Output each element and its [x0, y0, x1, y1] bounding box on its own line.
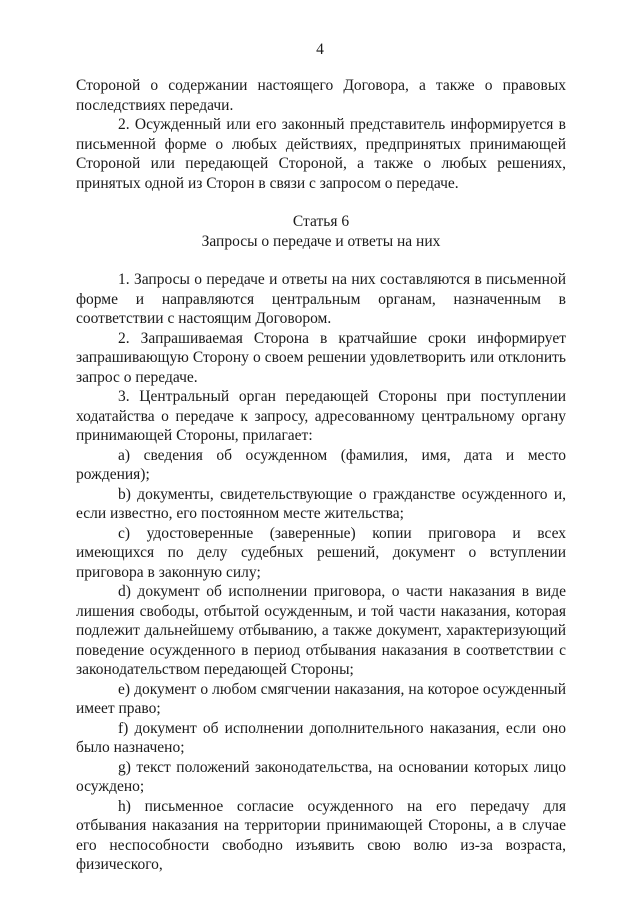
list-item-b: b) документы, свидетельствующие о гражданстве осужденного и, если известно, его постоянном месте жительства; — [76, 485, 566, 522]
list-item-f: f) документ об исполнении дополнительного наказания, если оно было назначено; — [76, 719, 566, 756]
article-number: Статья 6 — [292, 213, 350, 230]
page-number: 4 — [316, 41, 324, 58]
article-body — [76, 270, 566, 875]
article-heading — [76, 212, 566, 251]
article-paragraph-3: 3. Центральный орган передающей Стороны при поступлении ходатайства о передаче к запросу, адресованному центральному органу принимающей Стороны, прилагает: — [76, 388, 566, 444]
list-item-d: d) документ об исполнении приговора, о части наказания в виде лишения свободы, отбытой осужденным, и той части наказания, которая подлежит дальнейшему отбыванию, а также документ, характеризующий поведение осужденного в период отбывания наказания в соответствии с законодательством передающей Стороны; — [76, 583, 566, 678]
paragraph-item-2: 2. Осужденный или его законный представитель информируется в письменной форме о любых действиях, предпринятых принимающей Стороной или передающей Стороной, а также о любых решениях, принятых одной из Сторон в связи с запросом о передаче. — [76, 116, 566, 192]
list-item-c: с) удостоверенные (заверенные) копии приговора и всех имеющихся по делу судебных решений, документ о вступлении приговора в законную силу; — [76, 524, 566, 581]
article-title: Запросы о передаче и ответы на них — [201, 232, 441, 250]
paragraph-continuation: Стороной о содержании настоящего Договора, а также о правовых последствиях передачи. — [76, 77, 566, 114]
article-paragraph-1: 1. Запросы о передаче и ответы на них составляются в письменной форме и направляются центральным органам, назначенным в соответствии с настоящим Договором. — [76, 271, 566, 327]
list-item-g: g) текст положений законодательства, на основании которых лицо осуждено; — [76, 758, 566, 795]
list-item-e: е) документ о любом смягчении наказания, на которое осужденный имеет право; — [76, 680, 566, 717]
article-paragraph-2: 2. Запрашиваемая Сторона в кратчайшие сроки информирует запрашивающую Сторону о своем решении удовлетворить или отклонить запрос о передаче. — [76, 329, 566, 386]
list-item-a: а) сведения об осужденном (фамилия, имя, дата и место рождения); — [76, 446, 566, 483]
document-body — [76, 76, 566, 875]
list-item-h: h) письменное согласие осужденного на его передачу для отбывания наказания на территории принимающей Стороны, а в случае его неспособности свободно изъявить свою волю из-за возраста, физического, — [76, 797, 566, 873]
